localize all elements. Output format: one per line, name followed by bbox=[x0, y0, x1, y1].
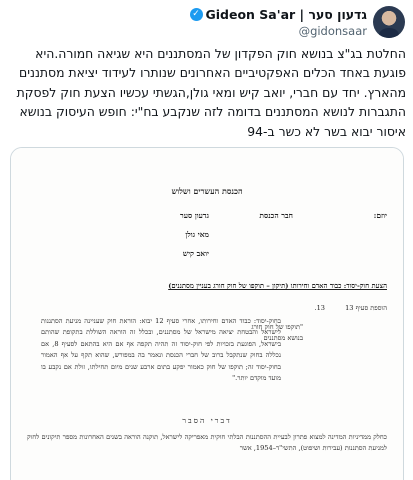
insert-section-label: הוספת סעיף 13 bbox=[345, 304, 387, 312]
author-name-line[interactable] bbox=[190, 7, 368, 22]
author-handle[interactable]: @gidonsaar bbox=[298, 24, 367, 38]
member-name: מאי גולן bbox=[185, 230, 209, 239]
verified-badge-icon: ✓ bbox=[190, 8, 203, 21]
knesset-heading: הכנסת העשרים ושלוש bbox=[171, 186, 243, 196]
bill-title: הצעת חוק-יסוד: כבוד האדם וחירותו (תיקון – תוקפו של חוק חורג בעניין מסתננים) bbox=[168, 282, 387, 290]
member-name: גדעון סער bbox=[180, 211, 209, 220]
mk-label: חבר הכנסת bbox=[259, 211, 293, 220]
tweet-header bbox=[0, 6, 413, 42]
bill-document bbox=[11, 148, 403, 480]
explanation-title: דברי הסבר bbox=[182, 416, 232, 425]
law-body: בחוק-יסוד: כבוד האדם וחירותו, אחרי סעיף 12 יבוא: הוראת חוק שעניינה מניעת הסתננות לישראל והבטחת יציאה מישראל של מסתננים, ובכלל זה הוראה השוללת בתקופת שהותם בישראל, הפוגעת בזכויות לפי חוק-יסוד זה תהיה תקפה אף אם היא בהתאם לסעיף 8, אם נכללה בחוק שנתקבל ברוב של חברי הכנסת ונאמר בה במפורש, שהוא תקף על אף האמור בחוק-יסוד זה; תוקפו של חוק כאמור יפקע בתום ארבע שנים מיום תחילתו, זולת אם נקבע בו מועד מוקדם יותר." bbox=[41, 317, 282, 383]
author-name[interactable]: Gideon Sa'ar | גדעון סער bbox=[205, 7, 367, 22]
initiators-label: יוזם: bbox=[373, 211, 387, 220]
author-avatar[interactable] bbox=[373, 6, 405, 38]
section-number: 13. bbox=[314, 304, 325, 312]
attached-image[interactable] bbox=[10, 147, 404, 480]
member-name: יואב קיש bbox=[182, 249, 209, 258]
explanation-body: כחלק ממדיניות המדינה למצוא פתרון לבעיית ההסתננות הבלתי חוקית מאפריקה לישראל, תוקנה הוראה בשנים האחרונות מספר תיקונים לחוק למניעת הסתננות (עבירות ושיפוט), התשי"ד–1954, אשר bbox=[27, 433, 387, 453]
tweet-text: החלטת בג"צ בנושא חוק הפקדון של המסתננים היא שגיאה חמורה.היא פוגעת באחד הכלים האפקטיביים האחרונים שנותרו לעידוד יציאת מסתננים מהארץ. יחד עם חברי, יואב קיש ומאי גולן,הגשתי עכשיו הצעת חוק לפסקת התגברות לנושא המסתננים בדומה לזה שנקבע בח"י: חופש העיסוק בנושא איסור יבוא בשר לא כשר ב-94 bbox=[16, 46, 406, 139]
margin-note: "תוקפו של חוק חורג בנושא מסתננים bbox=[251, 323, 303, 342]
